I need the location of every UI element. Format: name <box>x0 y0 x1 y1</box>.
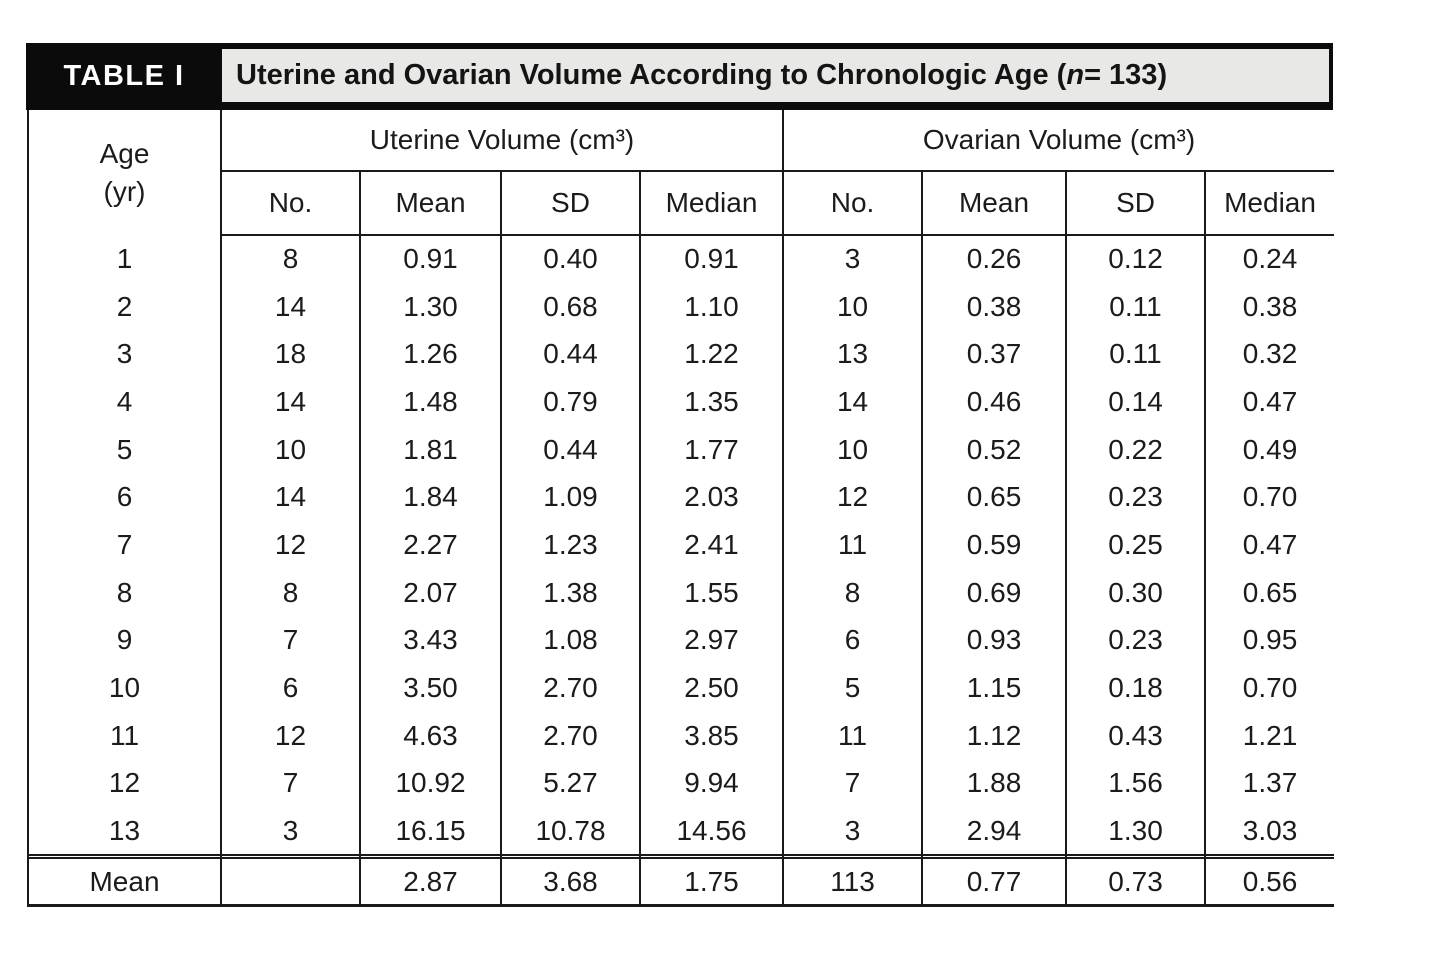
table-title-text: Uterine and Ovarian Volume According to Chronologic Age ( <box>236 59 1067 91</box>
cell: 0.68 <box>501 283 640 331</box>
cell: 0.26 <box>922 235 1066 283</box>
cell: 1.84 <box>360 473 501 521</box>
cell: 3 <box>783 807 922 855</box>
cell: 10 <box>783 283 922 331</box>
cell: 0.59 <box>922 521 1066 569</box>
cell: 0.69 <box>922 569 1066 617</box>
cell: 0.65 <box>1205 569 1334 617</box>
cell: 0.23 <box>1066 617 1205 665</box>
cell: 1.30 <box>1066 807 1205 855</box>
cell: 6 <box>783 617 922 665</box>
cell: 1.15 <box>922 664 1066 712</box>
cell: 0.23 <box>1066 473 1205 521</box>
cell: 10 <box>783 426 922 474</box>
cell: 0.11 <box>1066 330 1205 378</box>
cell-age: 7 <box>116 528 133 560</box>
cell: 14 <box>783 378 922 426</box>
cell: 2.50 <box>640 664 783 712</box>
cell: 1.30 <box>360 283 501 331</box>
table-row <box>28 378 1334 426</box>
cell: 113 <box>783 858 922 906</box>
table-title-n-italic: n <box>1066 59 1085 91</box>
cell: 2.27 <box>360 521 501 569</box>
cell: 1.10 <box>640 283 783 331</box>
cell: 2.03 <box>640 473 783 521</box>
cell: 0.70 <box>1205 664 1334 712</box>
cell: 1.26 <box>360 330 501 378</box>
group-header-row <box>28 110 1334 171</box>
cell: 10.92 <box>360 760 501 808</box>
cell-age: 1 <box>116 242 133 274</box>
cell: 0.11 <box>1066 283 1205 331</box>
cell: 9.94 <box>640 760 783 808</box>
group-header-ovarian-volume: Ovarian Volume (cm³) <box>783 110 1334 171</box>
table-row <box>28 426 1334 474</box>
cell: 11 <box>783 712 922 760</box>
cell: 12 <box>221 521 360 569</box>
cell: 0.91 <box>640 235 783 283</box>
sub-header-ovarian-mean: Mean <box>922 171 1066 235</box>
table-title-bar <box>26 43 1333 110</box>
cell: 0.37 <box>922 330 1066 378</box>
sub-header-uterine-median: Median <box>640 171 783 235</box>
cell: 7 <box>221 617 360 665</box>
table-row <box>28 569 1334 617</box>
cell: 2.41 <box>640 521 783 569</box>
cell: 2.94 <box>922 807 1066 855</box>
group-header-uterine-volume: Uterine Volume (cm³) <box>221 110 783 171</box>
cell: 1.09 <box>501 473 640 521</box>
cell: 0.93 <box>922 617 1066 665</box>
cell-age: 9 <box>116 624 133 656</box>
sub-header-ovarian-sd: SD <box>1066 171 1205 235</box>
cell: 0.25 <box>1066 521 1205 569</box>
cell-age: 12 <box>108 767 141 799</box>
cell: 1.38 <box>501 569 640 617</box>
cell: 0.14 <box>1066 378 1205 426</box>
cell: 4.63 <box>360 712 501 760</box>
cell: 5 <box>783 664 922 712</box>
cell: 0.47 <box>1205 521 1334 569</box>
summary-row <box>28 858 1334 906</box>
cell: 2.70 <box>501 712 640 760</box>
cell: 0.22 <box>1066 426 1205 474</box>
cell-age: 10 <box>108 672 141 704</box>
cell: 0.91 <box>360 235 501 283</box>
cell: 0.70 <box>1205 473 1334 521</box>
table-row <box>28 617 1334 665</box>
sub-header-uterine-sd: SD <box>501 171 640 235</box>
cell: 1.23 <box>501 521 640 569</box>
table-row <box>28 330 1334 378</box>
cell: 0.52 <box>922 426 1066 474</box>
cell: 5.27 <box>501 760 640 808</box>
cell: 0.12 <box>1066 235 1205 283</box>
sub-header-row <box>28 171 1334 235</box>
cell: 14 <box>221 283 360 331</box>
cell-age: 13 <box>108 814 141 846</box>
cell-age: 11 <box>109 719 140 751</box>
table-title <box>222 49 1329 102</box>
cell: 0.30 <box>1066 569 1205 617</box>
sub-header-uterine-no: No. <box>221 171 360 235</box>
table-row <box>28 521 1334 569</box>
sub-header-ovarian-no: No. <box>783 171 922 235</box>
cell: 7 <box>783 760 922 808</box>
cell: 1.21 <box>1205 712 1334 760</box>
table-row <box>28 283 1334 331</box>
table-tag: TABLE I <box>63 60 185 92</box>
cell: 2.87 <box>360 858 501 906</box>
cell: 0.32 <box>1205 330 1334 378</box>
table-title-suffix: = 133) <box>1084 59 1168 91</box>
sub-header-ovarian-median: Median <box>1205 171 1334 235</box>
cell: 3.50 <box>360 664 501 712</box>
cell: 0.43 <box>1066 712 1205 760</box>
cell: 1.48 <box>360 378 501 426</box>
cell: 0.49 <box>1205 426 1334 474</box>
cell: 10 <box>221 426 360 474</box>
cell-age: 3 <box>116 338 133 370</box>
cell: 12 <box>783 473 922 521</box>
cell-age: 8 <box>116 576 133 608</box>
cell: 14 <box>221 473 360 521</box>
cell: 1.77 <box>640 426 783 474</box>
cell-age: 2 <box>116 290 133 322</box>
cell: 0.46 <box>922 378 1066 426</box>
cell: 3 <box>783 235 922 283</box>
cell: 14.56 <box>640 807 783 855</box>
cell: 0.40 <box>501 235 640 283</box>
cell: 2.70 <box>501 664 640 712</box>
cell: 1.22 <box>640 330 783 378</box>
table-row <box>28 235 1334 283</box>
cell: 0.38 <box>1205 283 1334 331</box>
col-header-age <box>28 110 221 235</box>
cell: 0.95 <box>1205 617 1334 665</box>
cell: 0.38 <box>922 283 1066 331</box>
cell: 1.35 <box>640 378 783 426</box>
table-row <box>28 473 1334 521</box>
cell: 0.44 <box>501 426 640 474</box>
data-table <box>27 110 1334 907</box>
cell: 1.12 <box>922 712 1066 760</box>
cell: 13 <box>783 330 922 378</box>
cell: 0.44 <box>501 330 640 378</box>
cell: 1.88 <box>922 760 1066 808</box>
cell: 18 <box>221 330 360 378</box>
cell: 0.18 <box>1066 664 1205 712</box>
cell: 14 <box>221 378 360 426</box>
cell: 1.75 <box>640 858 783 906</box>
cell-age: 4 <box>116 385 133 417</box>
col-header-age-line2: (yr) <box>103 175 146 207</box>
cell: 0.77 <box>922 858 1066 906</box>
cell: 1.56 <box>1066 760 1205 808</box>
table-row <box>28 712 1334 760</box>
cell: 3.68 <box>501 858 640 906</box>
sub-header-uterine-mean: Mean <box>360 171 501 235</box>
cell: 2.97 <box>640 617 783 665</box>
cell: 3.03 <box>1205 807 1334 855</box>
table-row <box>28 664 1334 712</box>
cell-age: 6 <box>116 481 133 513</box>
cell: 2.07 <box>360 569 501 617</box>
cell <box>221 858 360 906</box>
cell: 3.43 <box>360 617 501 665</box>
cell: 3 <box>221 807 360 855</box>
col-header-age-line1: Age <box>99 137 150 169</box>
cell: 12 <box>221 712 360 760</box>
cell: 1.55 <box>640 569 783 617</box>
cell-mean-label: Mean <box>89 865 160 897</box>
table-row <box>28 760 1334 808</box>
cell: 0.65 <box>922 473 1066 521</box>
cell: 8 <box>221 569 360 617</box>
table-row <box>28 807 1334 855</box>
cell: 0.24 <box>1205 235 1334 283</box>
cell: 0.47 <box>1205 378 1334 426</box>
cell: 0.73 <box>1066 858 1205 906</box>
cell: 16.15 <box>360 807 501 855</box>
cell: 0.56 <box>1205 858 1334 906</box>
cell: 1.81 <box>360 426 501 474</box>
cell-age: 5 <box>116 433 133 465</box>
cell: 8 <box>783 569 922 617</box>
cell: 7 <box>221 760 360 808</box>
cell: 3.85 <box>640 712 783 760</box>
cell: 0.79 <box>501 378 640 426</box>
cell: 8 <box>221 235 360 283</box>
cell: 10.78 <box>501 807 640 855</box>
cell: 11 <box>783 521 922 569</box>
cell: 1.37 <box>1205 760 1334 808</box>
cell: 1.08 <box>501 617 640 665</box>
cell: 6 <box>221 664 360 712</box>
